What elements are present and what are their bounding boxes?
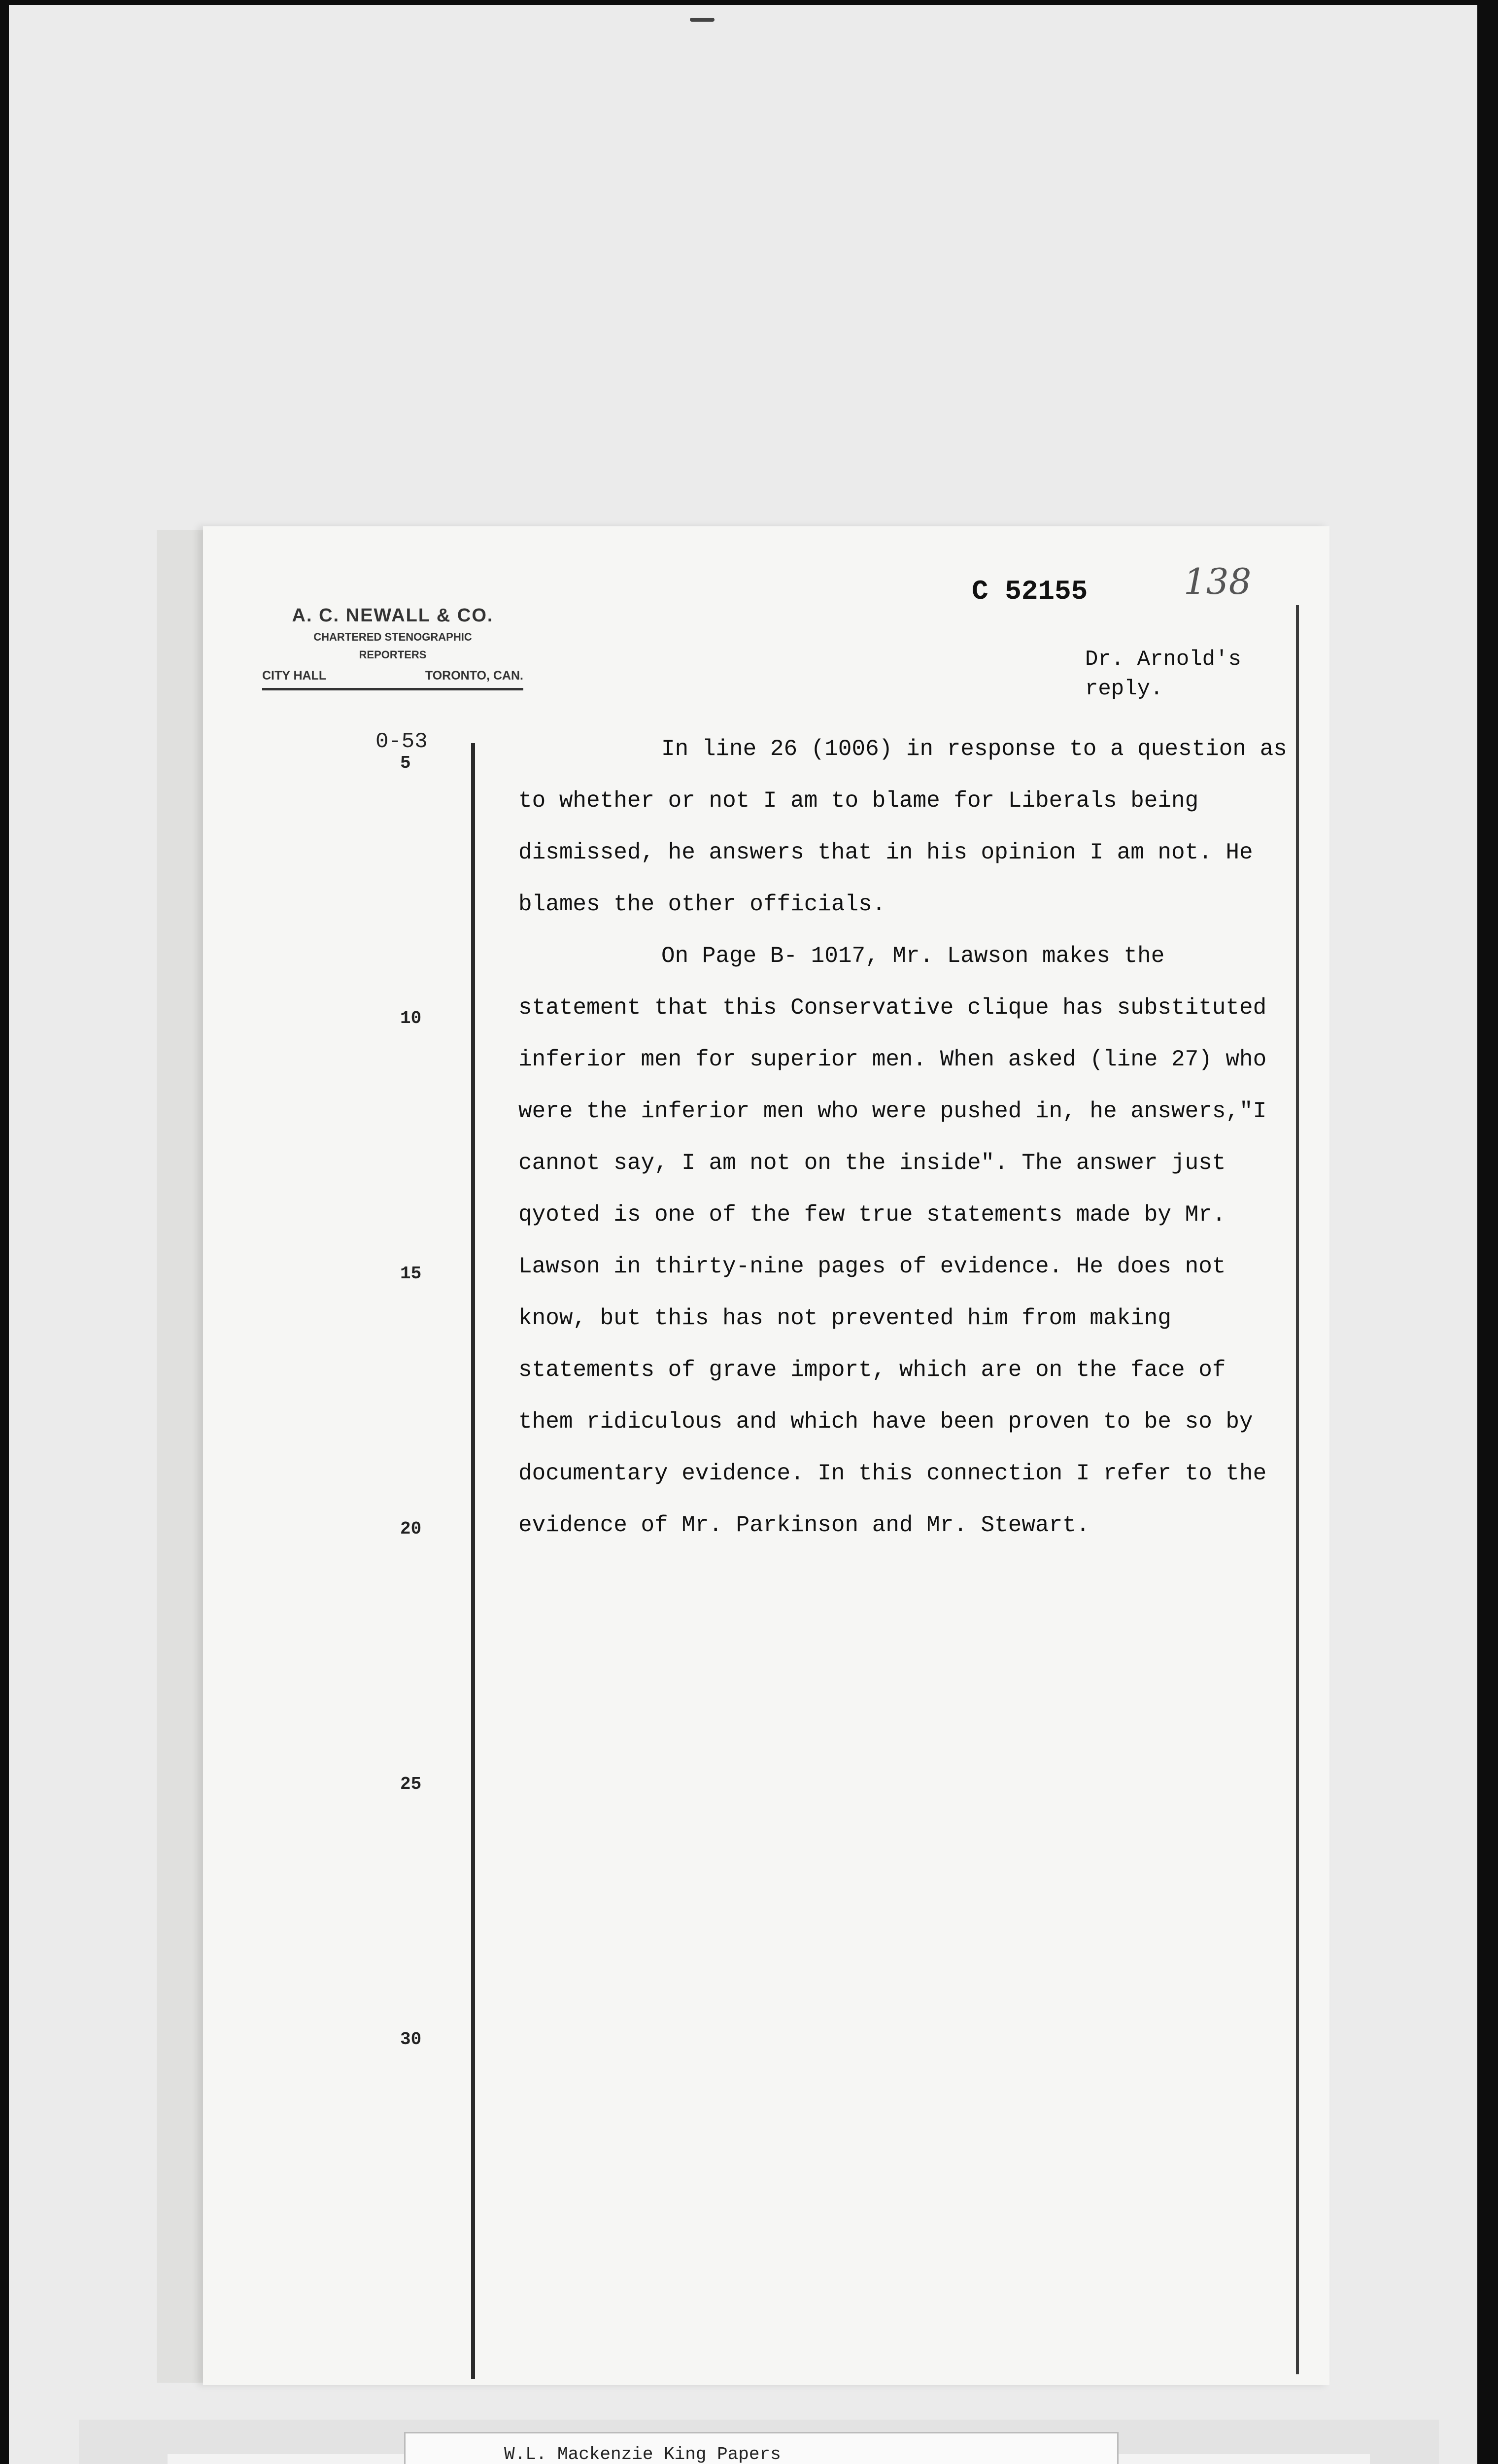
letterhead-address-right: TORONTO, CAN. [425,669,523,683]
paragraph: In line 26 (1006) in response to a question as to whether or not I am to blame for Liberals being dismissed, he answers that in his opinion I am not. He blames the other officials. [518,736,1287,917]
letterhead-address-left: CITY HALL [262,669,327,683]
letterhead [262,605,523,690]
letterhead-subtitle-2: REPORTERS [359,649,427,661]
right-margin-rule [1296,605,1299,2374]
line-number: 15 [400,1264,422,1284]
pencil-page-number: 138 [1184,561,1252,602]
line-number: 30 [400,2029,422,2050]
collection-label [404,2432,1119,2464]
letterhead-address [262,669,523,683]
letterhead-subtitle-1: CHARTERED STENOGRAPHIC [313,631,472,643]
transcript-body [518,723,1287,1551]
line-number: 5 [400,753,411,773]
folio-number: 0-53 [375,729,428,754]
line-number: 20 [400,1519,422,1539]
paragraph: On Page B- 1017, Mr. Lawson makes the statement that this Conservative clique has substituted inferior men for superior men. When asked (line 27) who were the inferior men who were pushed in, he answers,"I cannot say, I am not on the inside". The answer just qyoted is one of the few true statements made by Mr. Lawson in thirty-nine pages of evidence. He does not know, but this has not prevented him from making statements of grave import, which are on the face of them ridiculous and which have been proven to be so by documentary evidence. In this connection I refer to the evidence of Mr. Parkinson and Mr. Stewart. [518,943,1267,1538]
letterhead-rule [262,688,523,690]
margin-note: Dr. Arnold's reply. [1085,647,1241,701]
line-number: 10 [400,1008,422,1028]
letterhead-firm: A. C. NEWALL & CO. [292,605,494,626]
scan-mark [690,18,715,22]
document-number: C 52155 [972,576,1088,607]
left-margin-rule [471,743,475,2379]
line-number: 25 [400,1774,422,1794]
transcript-page [203,526,1329,2385]
collection-label-line1: W.L. Mackenzie King Papers [504,2444,781,2464]
